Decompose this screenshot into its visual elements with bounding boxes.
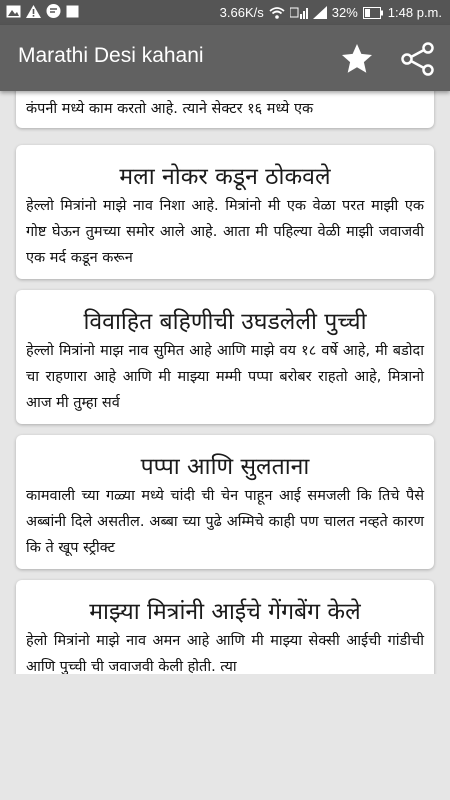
signal-icon — [313, 6, 327, 19]
story-card[interactable] — [16, 91, 434, 128]
story-excerpt: हेल्लो मित्रांनो माझे नाव निशा आहे. मित्रांनो मी एक वेळा परत माझी एक गोष्ट घेऊन तुमच्या समोर आले आहे. आता मी पहिल्या वेळी माझी जवाजवी एक मर्द कडून करून — [26, 198, 424, 266]
status-bar-system — [220, 5, 442, 20]
app-title: Marathi Desi kahani — [18, 44, 204, 67]
network-speed: 3.66K/s — [219, 5, 264, 20]
star-icon[interactable] — [339, 41, 375, 77]
battery-percent: 32% — [331, 5, 358, 20]
story-card[interactable] — [16, 435, 434, 569]
story-excerpt: हेल्लो मित्रांनो माझ नाव सुमित आहे आणि माझे वय १८ वर्षे आहे, मी बडोदा चा राहणारा आहे आणि मी माझ्या मम्मी पप्पा बरोबर राहतो आहे, मित्रानो आज मी तुम्हा सर्व — [26, 343, 424, 411]
story-excerpt: हेलो मित्रांनो माझे नाव अमन आहे आणि मी माझ्या सेक्सी आईची गांडीची आणि पुच्ची ची जवाजवी केली होती. त्या — [26, 633, 424, 674]
story-title: माझ्या मित्रांनी आईचे गेंगबेंग केले — [89, 599, 361, 625]
message-icon — [46, 4, 61, 18]
story-excerpt: कंपनी मध्ये काम करतो आहे. त्याने सेक्टर १६ मध्ये एक — [26, 101, 314, 117]
alert-icon — [26, 5, 41, 18]
story-card[interactable] — [16, 145, 434, 279]
battery-icon — [363, 7, 383, 19]
empty-status-icon — [66, 5, 79, 18]
app-bar — [0, 25, 450, 91]
story-card[interactable] — [16, 580, 434, 674]
hd-signal-icon — [290, 6, 308, 19]
story-title: विवाहित बहिणीची उघडलेली पुच्ची — [83, 309, 367, 335]
story-title: मला नोकर कडून ठोकवले — [119, 164, 331, 190]
wifi-icon — [269, 6, 285, 19]
share-icon[interactable] — [400, 41, 436, 77]
story-excerpt: कामवाली च्या गळ्या मध्ये चांदी ची चेन पाहून आई समजली कि तिचे पैसे अब्बांनी दिले असतील. अब्बा च्या पुढे अम्मिचे काही पण चालत नव्हते कारण कि ते खूप स्ट्रीक्ट — [26, 488, 424, 556]
story-list[interactable] — [0, 91, 450, 674]
story-title: पप्पा आणि सुलताना — [140, 454, 310, 480]
status-bar — [0, 0, 450, 25]
story-card[interactable] — [16, 290, 434, 424]
clock: 1:48 p.m. — [387, 5, 442, 20]
status-bar-notifications — [6, 4, 79, 18]
image-icon — [6, 5, 21, 18]
